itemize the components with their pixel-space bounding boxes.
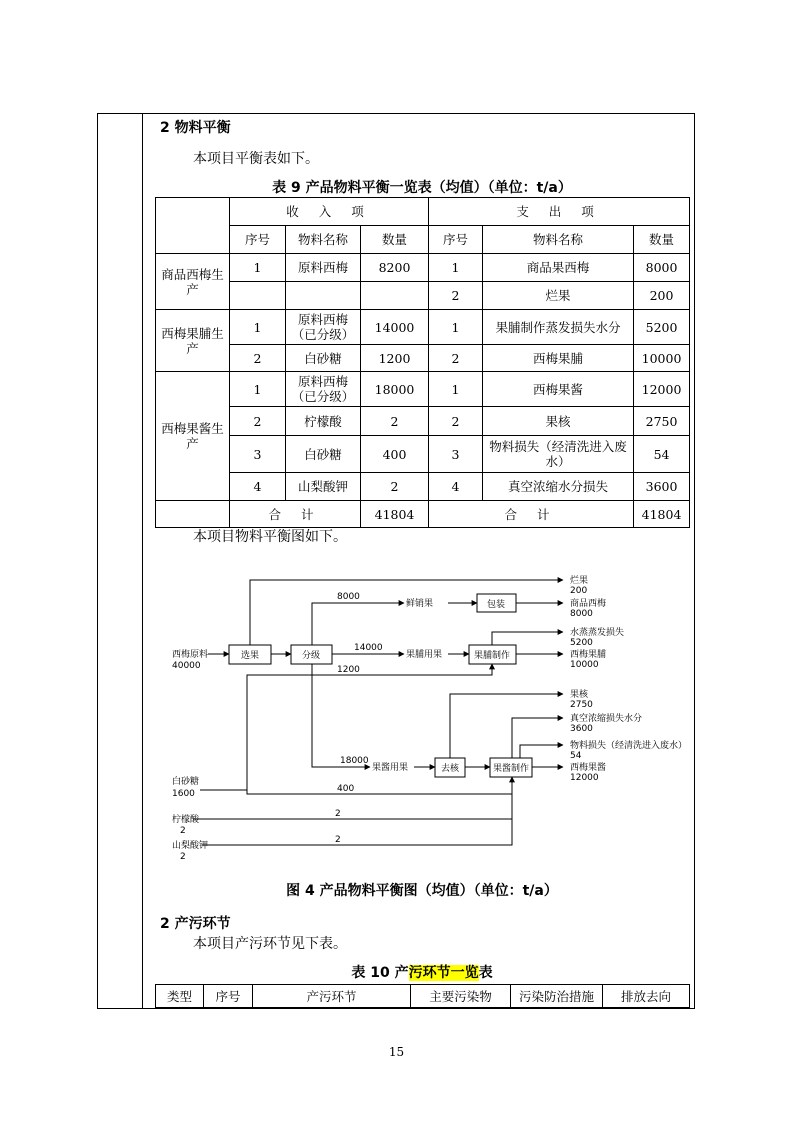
header-measure: 污染防治措施 <box>511 985 603 1008</box>
preserve-fruit-label: 果脯用果 <box>406 650 443 660</box>
table-cell: 原料西梅（已分级） <box>286 372 361 407</box>
out-vacuum: 真空浓缩损失水分 <box>570 714 643 724</box>
table-cell: 4 <box>429 473 483 501</box>
sorbate-qty: 2 <box>180 852 186 862</box>
table-cell: 1200 <box>361 345 429 372</box>
group-name: 西梅果酱生产 <box>156 372 230 501</box>
table-cell: 2 <box>429 282 483 310</box>
table-cell: 烂果 <box>483 282 634 310</box>
table-cell: 3 <box>230 436 286 473</box>
fresh-label: 鲜销果 <box>406 599 434 609</box>
balance-intro: 本项目平衡表如下。 <box>193 151 319 167</box>
table-cell: 400 <box>361 436 429 473</box>
table-cell: 5200 <box>634 310 690 345</box>
col-name-in: 物料名称 <box>286 226 361 254</box>
citric-qty: 2 <box>180 826 186 836</box>
flow-2a: 2 <box>335 809 341 819</box>
table-cell: 2 <box>361 473 429 501</box>
table-cell: 果核 <box>483 407 634 436</box>
section-heading-material-balance: 2 物料平衡 <box>160 120 231 136</box>
col-seq-out: 序号 <box>429 226 483 254</box>
table-cell: 真空浓缩水分损失 <box>483 473 634 501</box>
table-cell: 2 <box>429 407 483 436</box>
total-out: 41804 <box>634 501 690 528</box>
table-cell: 果脯制作蒸发损失水分 <box>483 310 634 345</box>
out-preserve: 西梅果脯 <box>570 650 607 660</box>
box-jam-label: 果酱制作 <box>492 764 530 774</box>
col-qty-out: 数量 <box>634 226 690 254</box>
table-cell: 3600 <box>634 473 690 501</box>
table-cell: 200 <box>634 282 690 310</box>
col-name-out: 物料名称 <box>483 226 634 254</box>
box-grade-label: 分级 <box>301 651 321 661</box>
table-cell: 8000 <box>634 254 690 282</box>
citric-label: 柠檬酸 <box>172 815 200 825</box>
table-cell: 18000 <box>361 372 429 407</box>
col-qty-in: 数量 <box>361 226 429 254</box>
table-cell: 14000 <box>361 310 429 345</box>
pollution-table <box>155 984 690 1008</box>
table-cell: 1 <box>429 372 483 407</box>
box-pack-label: 包装 <box>486 600 506 610</box>
out-jam: 西梅果酱 <box>570 763 607 773</box>
table10-caption-pre: 表 10 产 <box>351 965 409 981</box>
out-water-loss: 水蒸蒸发损失 <box>570 628 625 638</box>
out-vacuum-qty: 3600 <box>570 724 593 734</box>
flow-400: 400 <box>337 784 355 794</box>
header-seq: 序号 <box>204 985 253 1008</box>
jam-fruit-label: 果酱用果 <box>372 763 409 773</box>
table-cell: 10000 <box>634 345 690 372</box>
out-rotten-qty: 200 <box>570 586 588 596</box>
table-cell: 4 <box>230 473 286 501</box>
sugar-qty: 1600 <box>172 789 195 799</box>
table-cell: 2 <box>230 407 286 436</box>
out-material-loss: 物料损失（经清洗进入废水） <box>570 741 688 751</box>
table-cell: 柠檬酸 <box>286 407 361 436</box>
total-label-in: 合 计 <box>230 501 361 528</box>
table-cell: 2 <box>429 345 483 372</box>
table-cell: 3 <box>429 436 483 473</box>
table-cell: 1 <box>429 310 483 345</box>
header-type: 类型 <box>156 985 204 1008</box>
pollution-intro: 本项目产污环节见下表。 <box>193 936 347 952</box>
table9-caption: 表 9 产品物料平衡一览表（均值）（单位：t/a） <box>272 180 572 196</box>
table-cell: 2750 <box>634 407 690 436</box>
raw-label: 西梅原料 <box>172 650 209 660</box>
table-cell: 54 <box>634 436 690 473</box>
out-header: 支 出 项 <box>429 198 690 226</box>
header-stage: 产污环节 <box>253 985 411 1008</box>
table10-caption-post: 表 <box>478 965 493 981</box>
box-pit-label: 去核 <box>440 764 460 774</box>
table-cell: 2 <box>230 345 286 372</box>
sorbate-label: 山梨酸钾 <box>172 841 209 851</box>
table10-caption-highlight: 污环节一览 <box>408 965 479 981</box>
col-seq-in: 序号 <box>230 226 286 254</box>
out-fresh-qty: 8000 <box>570 609 593 619</box>
out-preserve-qty: 10000 <box>570 660 599 670</box>
out-jam-qty: 12000 <box>570 773 599 783</box>
total-in: 41804 <box>361 501 429 528</box>
header-destination: 排放去向 <box>603 985 690 1008</box>
header-pollutant: 主要污染物 <box>411 985 511 1008</box>
table-cell: 原料西梅（已分级） <box>286 310 361 345</box>
in-header: 收 入 项 <box>230 198 429 226</box>
out-material-loss-qty: 54 <box>570 751 582 761</box>
out-rotten: 烂果 <box>570 576 589 586</box>
box-preserve-label: 果脯制作 <box>473 651 511 661</box>
flow-18000: 18000 <box>340 756 369 766</box>
table-cell: 白砂糖 <box>286 345 361 372</box>
raw-qty: 40000 <box>172 661 201 671</box>
table-cell: 1 <box>230 310 286 345</box>
group-name: 西梅果脯生产 <box>156 310 230 372</box>
table-cell: 山梨酸钾 <box>286 473 361 501</box>
sugar-label: 白砂糖 <box>172 777 200 787</box>
flow-1200: 1200 <box>337 665 360 675</box>
table-cell: 商品果西梅 <box>483 254 634 282</box>
out-pit-qty: 2750 <box>570 700 593 710</box>
table-cell: 原料西梅 <box>286 254 361 282</box>
box-select-label: 选果 <box>240 651 260 661</box>
flow-8000: 8000 <box>337 592 360 602</box>
table-cell: 物料损失（经清洗进入废水） <box>483 436 634 473</box>
page-number: 15 <box>388 1045 405 1059</box>
table-cell: 2 <box>361 407 429 436</box>
figure4-caption: 图 4 产品物料平衡图（均值）（单位：t/a） <box>286 883 558 899</box>
section-heading-pollution: 2 产污环节 <box>160 916 231 932</box>
out-fresh: 商品西梅 <box>570 599 607 609</box>
flow-14000: 14000 <box>354 643 383 653</box>
group-name: 商品西梅生产 <box>156 254 230 310</box>
table-cell: 1 <box>230 372 286 407</box>
table-cell: 1 <box>230 254 286 282</box>
table-cell: 西梅果脯 <box>483 345 634 372</box>
table-cell: 12000 <box>634 372 690 407</box>
out-pit: 果核 <box>570 690 589 700</box>
table-cell: 西梅果酱 <box>483 372 634 407</box>
total-label-out: 合 计 <box>429 501 634 528</box>
table-cell: 白砂糖 <box>286 436 361 473</box>
diagram-intro: 本项目物料平衡图如下。 <box>193 529 347 545</box>
table10-caption <box>155 962 689 982</box>
table-cell: 8200 <box>361 254 429 282</box>
flow-2b: 2 <box>335 835 341 845</box>
out-water-loss-qty: 5200 <box>570 638 593 648</box>
table-cell: 1 <box>429 254 483 282</box>
